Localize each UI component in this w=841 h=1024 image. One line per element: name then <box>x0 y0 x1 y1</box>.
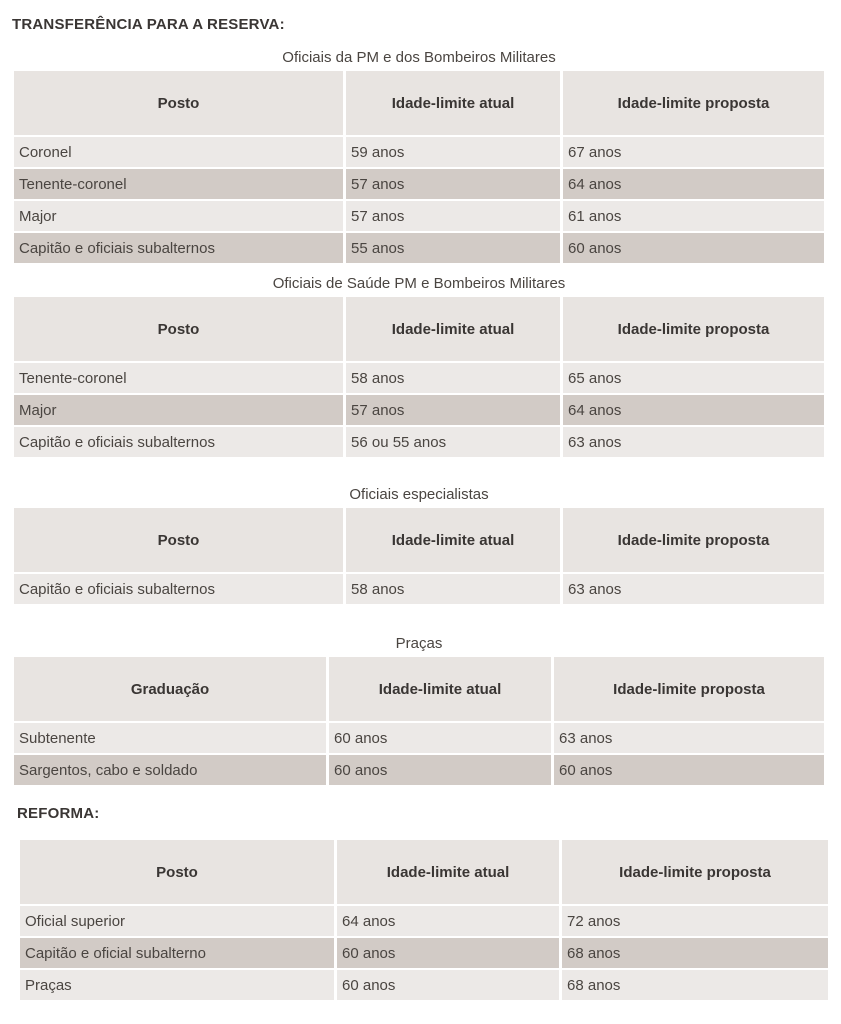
table-oficiais-pm <box>11 69 827 265</box>
cell-posto: Major <box>14 395 343 425</box>
column-header: Posto <box>14 71 343 135</box>
cell-graduacao: Subtenente <box>14 723 326 753</box>
column-header: Idade-limite proposta <box>563 297 824 361</box>
cell-idade-atual: 58 anos <box>346 574 560 604</box>
cell-posto: Major <box>14 201 343 231</box>
column-header: Idade-limite proposta <box>554 657 824 721</box>
cell-idade-atual: 60 anos <box>329 723 551 753</box>
cell-idade-proposta: 68 anos <box>562 938 828 968</box>
cell-posto: Capitão e oficiais subalternos <box>14 427 343 457</box>
cell-idade-atual: 64 anos <box>337 906 559 936</box>
reserva-heading: TRANSFERÊNCIA PARA A RESERVA: <box>12 16 285 33</box>
cell-posto: Tenente-coronel <box>14 363 343 393</box>
header-row <box>14 71 824 135</box>
cell-idade-atual: 57 anos <box>346 395 560 425</box>
column-header: Posto <box>14 297 343 361</box>
cell-idade-atual: 60 anos <box>329 755 551 785</box>
column-header: Idade-limite atual <box>346 71 560 135</box>
table-3-caption: Oficiais especialistas <box>349 486 489 503</box>
cell-idade-proposta: 63 anos <box>563 427 824 457</box>
cell-idade-proposta: 65 anos <box>563 363 824 393</box>
header-row <box>20 840 828 904</box>
table-row <box>14 427 824 457</box>
cell-idade-proposta: 63 anos <box>563 574 824 604</box>
column-header: Idade-limite atual <box>337 840 559 904</box>
table-4-caption: Praças <box>395 635 443 652</box>
cell-idade-proposta: 72 anos <box>562 906 828 936</box>
cell-posto: Oficial superior <box>20 906 334 936</box>
column-header: Graduação <box>14 657 326 721</box>
table-reforma <box>17 838 831 1002</box>
table-row <box>20 970 828 1000</box>
table-row <box>14 395 824 425</box>
cell-idade-proposta: 61 anos <box>563 201 824 231</box>
column-header: Idade-limite proposta <box>563 71 824 135</box>
table-row <box>14 137 824 167</box>
table-row <box>14 755 824 785</box>
cell-idade-proposta: 64 anos <box>563 169 824 199</box>
cell-idade-proposta: 68 anos <box>562 970 828 1000</box>
header-row <box>14 297 824 361</box>
table-row <box>20 938 828 968</box>
cell-graduacao: Sargentos, cabo e soldado <box>14 755 326 785</box>
cell-posto: Capitão e oficiais subalternos <box>14 574 343 604</box>
cell-idade-atual: 58 anos <box>346 363 560 393</box>
table-row <box>14 201 824 231</box>
table-row <box>14 233 824 263</box>
cell-idade-atual: 57 anos <box>346 201 560 231</box>
table-1-caption: Oficiais da PM e dos Bombeiros Militares <box>282 49 556 66</box>
column-header: Idade-limite atual <box>346 508 560 572</box>
cell-idade-atual: 60 anos <box>337 938 559 968</box>
cell-idade-atual: 56 ou 55 anos <box>346 427 560 457</box>
reforma-heading: REFORMA: <box>17 805 100 822</box>
table-row <box>14 574 824 604</box>
column-header: Idade-limite atual <box>329 657 551 721</box>
cell-posto: Coronel <box>14 137 343 167</box>
column-header: Idade-limite proposta <box>562 840 828 904</box>
cell-idade-proposta: 63 anos <box>554 723 824 753</box>
cell-posto: Tenente-coronel <box>14 169 343 199</box>
cell-idade-proposta: 60 anos <box>554 755 824 785</box>
cell-idade-atual: 55 anos <box>346 233 560 263</box>
header-row <box>14 508 824 572</box>
column-header: Posto <box>20 840 334 904</box>
cell-idade-atual: 57 anos <box>346 169 560 199</box>
cell-idade-proposta: 67 anos <box>563 137 824 167</box>
table-row <box>14 363 824 393</box>
cell-idade-atual: 59 anos <box>346 137 560 167</box>
table-pracas <box>11 655 827 787</box>
cell-idade-atual: 60 anos <box>337 970 559 1000</box>
table-2-caption: Oficiais de Saúde PM e Bombeiros Militares <box>272 275 566 292</box>
column-header: Idade-limite atual <box>346 297 560 361</box>
table-row <box>14 169 824 199</box>
cell-posto: Capitão e oficial subalterno <box>20 938 334 968</box>
cell-posto: Praças <box>20 970 334 1000</box>
cell-idade-proposta: 64 anos <box>563 395 824 425</box>
cell-posto: Capitão e oficiais subalternos <box>14 233 343 263</box>
column-header: Idade-limite proposta <box>563 508 824 572</box>
table-row <box>14 723 824 753</box>
column-header: Posto <box>14 508 343 572</box>
table-row <box>20 906 828 936</box>
cell-idade-proposta: 60 anos <box>563 233 824 263</box>
header-row <box>14 657 824 721</box>
table-oficiais-saude <box>11 295 827 459</box>
table-oficiais-especialistas <box>11 506 827 606</box>
